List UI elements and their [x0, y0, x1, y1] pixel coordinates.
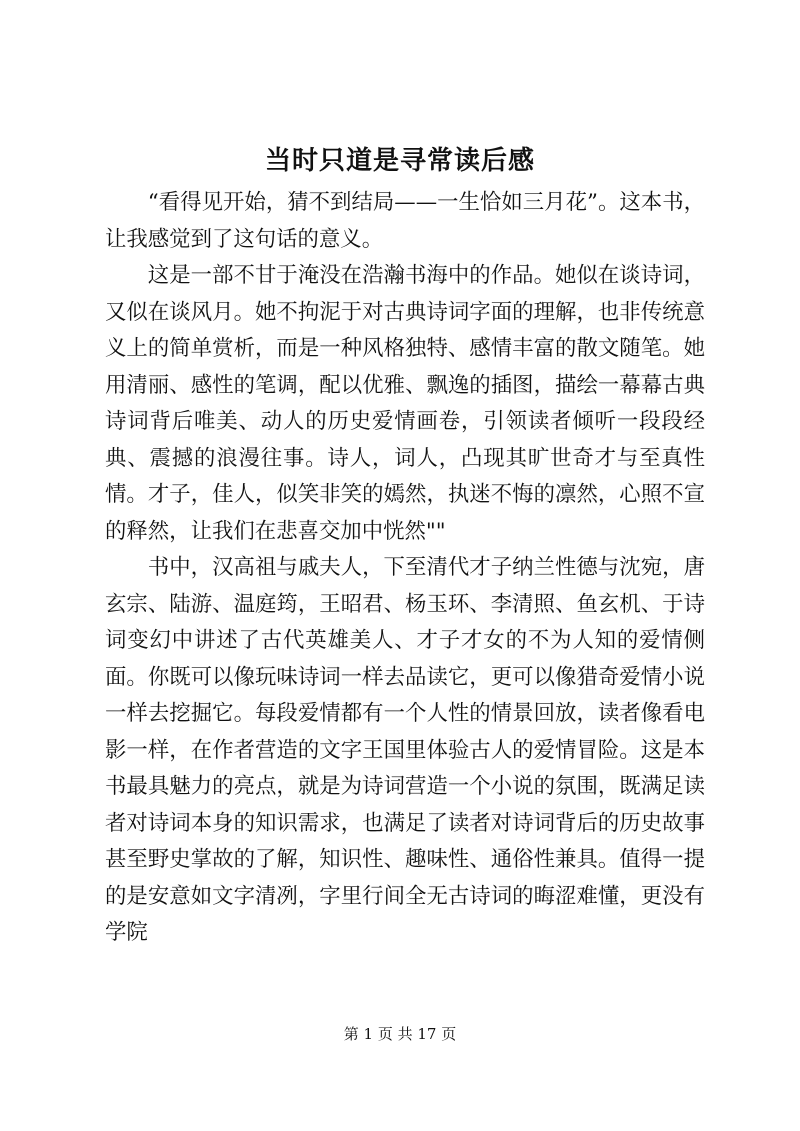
page-number-footer: 第 1 页 共 17 页 — [343, 1025, 457, 1043]
paragraph-1: “看得见开始，猜不到结局——一生恰如三月花”。这本书，让我感觉到了这句话的意义。 — [105, 190, 705, 252]
page-title: 当时只道是寻常读后感 — [264, 146, 535, 176]
paragraph-3: 书中，汉高祖与戚夫人，下至清代才子纳兰性德与沈宛，唐玄宗、陆游、温庭筠，王昭君、杨玉环、李清照、鱼玄机、于诗词变幻中讲述了古代英雄美人、才子才女的不为人知的爱情侧面。你既可以像玩味诗词一样去品读它，更可以像猎奇爱情小说一样去挖掘它。每段爱情都有一个人性的情景回放，读者像看电影一样，在作者营造的文字王国里体验古人的爱情冒险。这是本书最具魅力的亮点，就是为诗词营造一个小说的氛围，既满足读者对诗词本身的知识需求，也满足了读者对诗词背后的历史故事甚至野史掌故的了解，知识性、趣味性、通俗性兼具。值得一提的是安意如文字清冽，字里行间全无古诗词的晦涩难懂，更没有学院 — [105, 555, 705, 945]
paragraph-2: 这是一部不甘于淹没在浩瀚书海中的作品。她似在谈诗词，又似在谈风月。她不拘泥于对古典诗词字面的理解，也非传统意义上的简单赏析，而是一种风格独特、感情丰富的散文随笔。她用清丽、感性的笔调，配以优雅、飘逸的插图，描绘一幕幕古典诗词背后唯美、动人的历史爱情画卷，引领读者倾听一段段经典、震撼的浪漫往事。诗人，词人，凸现其旷世奇才与至真性情。才子，佳人，似笑非笑的嫣然，执迷不悔的凛然，心照不宣的释然，让我们在悲喜交加中恍然"" — [105, 263, 705, 544]
document-body — [105, 185, 705, 952]
